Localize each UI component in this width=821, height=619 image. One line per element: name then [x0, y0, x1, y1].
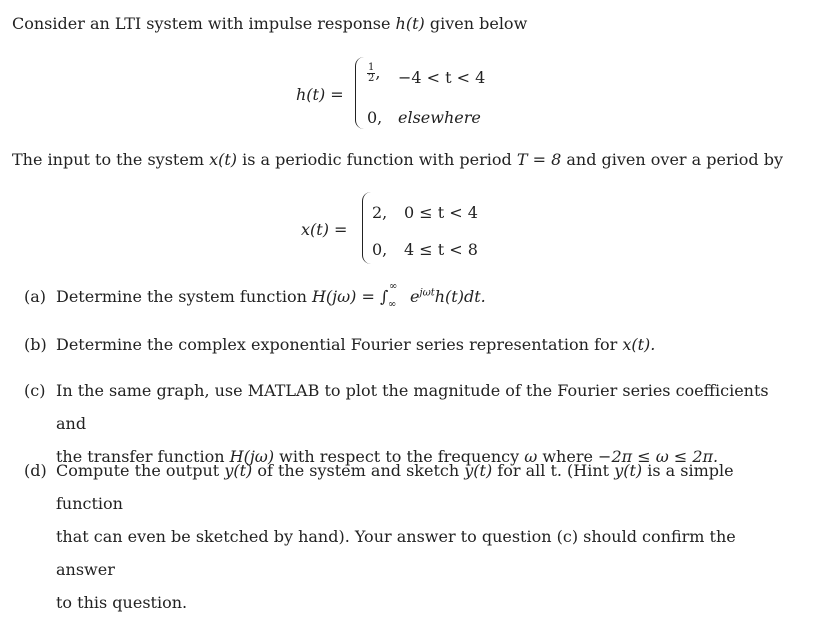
h-def-half-num: 1 [368, 62, 375, 73]
intro-text: Consider an LTI system with impulse response [12, 14, 391, 33]
h-def-case1-cond: −4 < t < 4 [398, 68, 486, 87]
integrand-rest: h(t)dt. [434, 287, 486, 306]
h-def-case1-sep: , [375, 63, 381, 82]
input-mid: is a periodic function with period [242, 150, 512, 169]
question-d [56, 454, 796, 619]
intro-h-var: h(t) [395, 14, 425, 33]
question-d-line1-mid: of the system and sketch [257, 461, 460, 480]
question-b-var: x(t). [622, 335, 656, 354]
question-a-integral [380, 281, 410, 310]
question-a-label: (a) [24, 287, 47, 306]
question-d-line1-tail: is a simple function [56, 461, 734, 513]
h-def-case2-value: 0, [367, 108, 383, 127]
question-b-label: (b) [24, 335, 47, 354]
x-def-lhs: x(t) = [301, 220, 348, 239]
question-d-y2: y(t) [464, 461, 493, 480]
input-text: The input to the system [12, 150, 204, 169]
question-b [56, 335, 655, 354]
input-sentence [12, 150, 783, 169]
x-def-case2-value: 0, [372, 240, 388, 259]
question-d-label: (d) [24, 461, 47, 480]
question-c-label: (c) [24, 381, 46, 400]
question-c-line2-pre: the transfer function [56, 447, 225, 466]
integral-sign: ∫ [380, 287, 389, 306]
h-def-half-den: 2 [368, 73, 375, 84]
x-def-case1-cond: 0 ≤ t < 4 [404, 203, 478, 222]
x-def-case2-cond: 4 ≤ t < 8 [404, 240, 478, 259]
intro-line [12, 14, 527, 33]
integrand-exp: jωt [419, 287, 435, 299]
question-d-y1: y(t) [224, 461, 253, 480]
question-c-var-w: ω [524, 447, 538, 466]
question-c-var-h: H(jω) [229, 447, 275, 466]
question-c-range: −2π ≤ ω ≤ 2π. [598, 447, 719, 466]
question-a-text: Determine the system function [56, 287, 307, 306]
question-d-line1 [56, 454, 796, 520]
x-def-case1-value: 2, [372, 203, 388, 222]
input-tail: and given over a period by [566, 150, 783, 169]
h-def-case2-cond: elsewhere [398, 108, 481, 127]
h-def-lhs: h(t) = [296, 85, 344, 104]
question-a [56, 281, 486, 310]
question-d-line2: that can even be sketched by hand). Your answer to question (c) should confirm the answer [56, 527, 736, 579]
intro-tail: given below [429, 14, 528, 33]
question-c-line2-mid: with respect to the frequency [279, 447, 520, 466]
question-b-text: Determine the complex exponential Fourier series representation for [56, 335, 618, 354]
question-d-line3: to this question. [56, 593, 188, 612]
question-d-line1-pre: Compute the output [56, 461, 220, 480]
integrand-e: e [410, 287, 420, 306]
question-c-line2-where: where [542, 447, 593, 466]
question-a-formula-lhs: H(jω) = [311, 287, 375, 306]
integral-upper: ∞ [389, 281, 398, 292]
question-d-line1-mid2: for all t. (Hint [497, 461, 610, 480]
integral-lower: ∞ [388, 299, 397, 310]
question-d-y3: y(t) [614, 461, 643, 480]
h-def-case1-value [367, 63, 380, 84]
input-x-var: x(t) [209, 150, 238, 169]
h-def-brace [355, 57, 364, 129]
x-def-brace [362, 192, 371, 264]
input-period: T = 8 [516, 150, 562, 169]
question-c-line1: In the same graph, use MATLAB to plot the magnitude of the Fourier series coefficients and [56, 381, 769, 433]
